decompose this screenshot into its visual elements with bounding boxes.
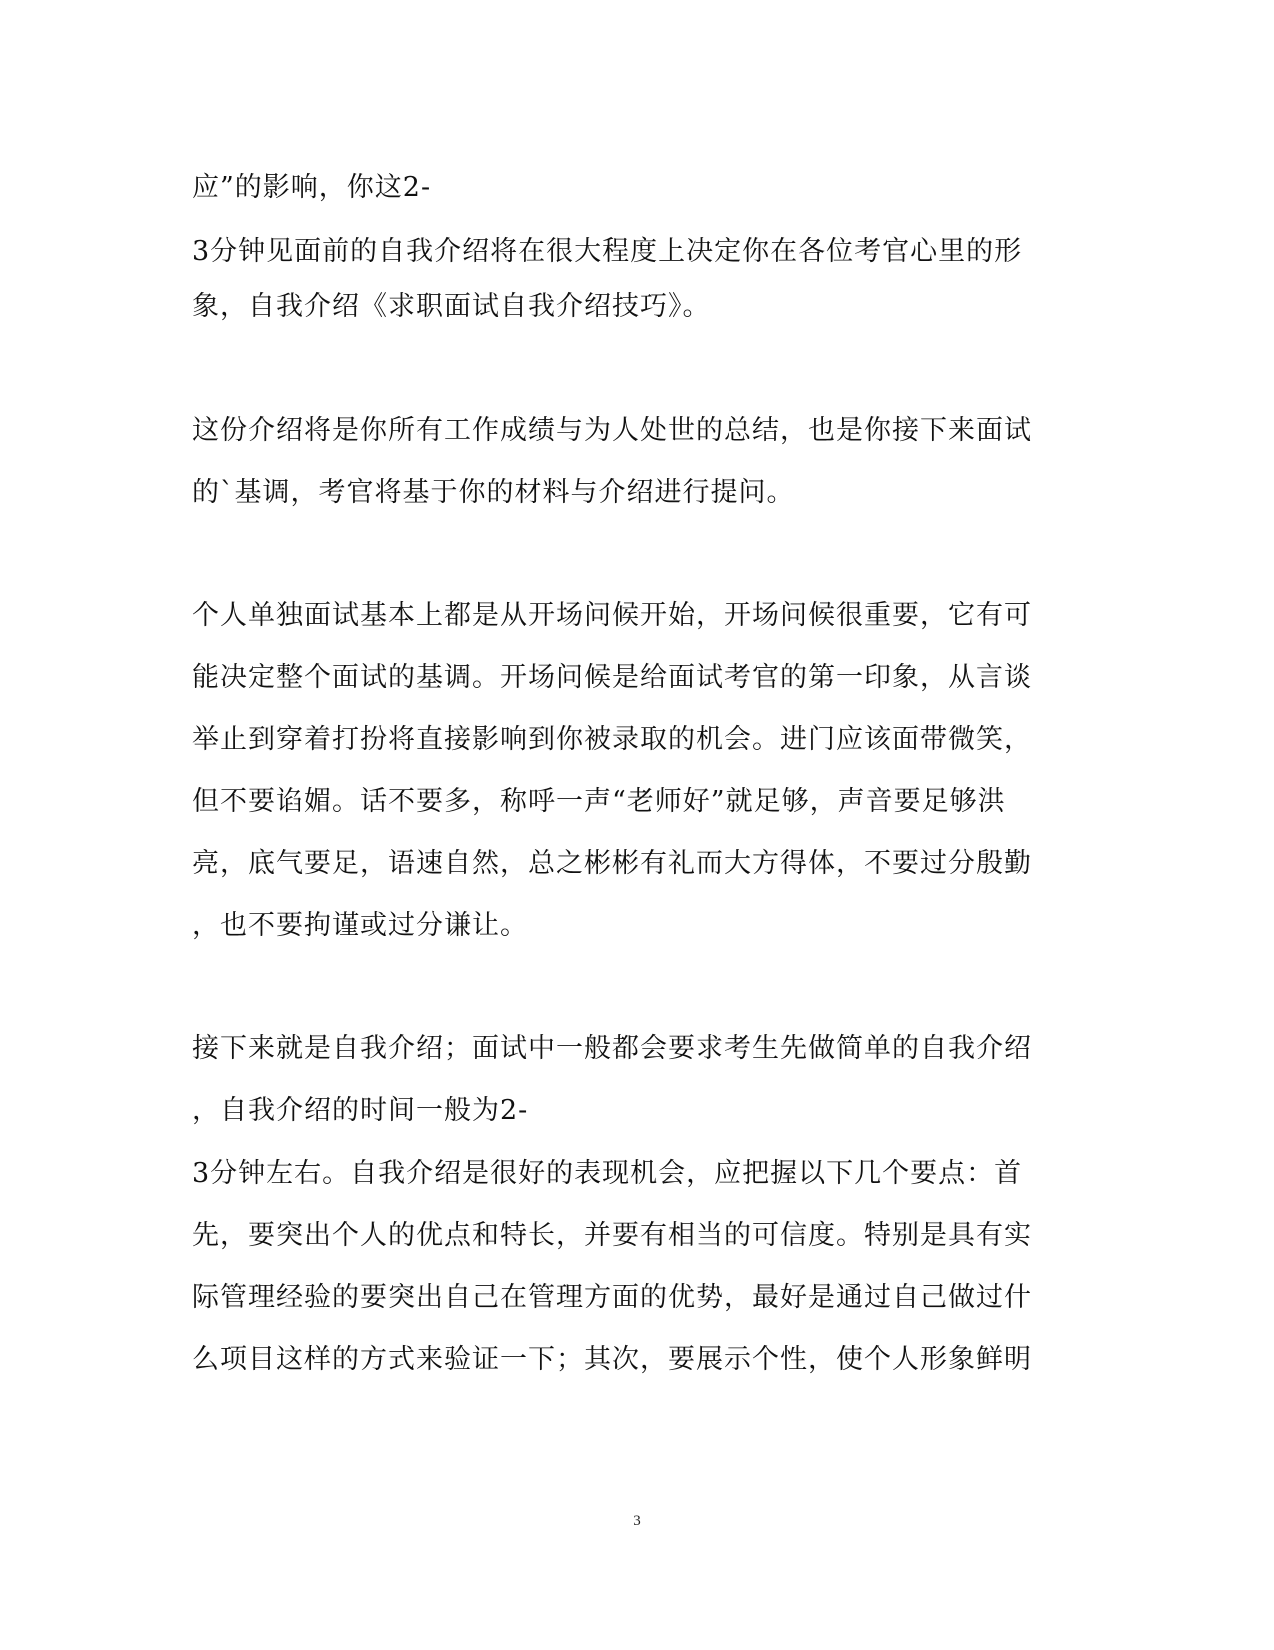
text-line: 际管理经验的要突出自己在管理方面的优势，最好是通过自己做过什 bbox=[192, 1282, 1032, 1313]
text-line: 先，要突出个人的优点和特长，并要有相当的可信度。特别是具有实 bbox=[192, 1220, 1032, 1251]
text-line: 应”的影响，你这2- bbox=[192, 172, 432, 203]
text-line: 亮，底气要足，语速自然，总之彬彬有礼而大方得体，不要过分殷勤 bbox=[192, 848, 1032, 879]
text-line: 么项目这样的方式来验证一下；其次，要展示个性，使个人形象鲜明 bbox=[192, 1344, 1032, 1375]
text-line: 但不要谄媚。话不要多，称呼一声“老师好”就足够，声音要足够洪 bbox=[192, 786, 1006, 817]
page-number: 3 bbox=[633, 1513, 641, 1529]
text-line: 象，自我介绍《求职面试自我介绍技巧》。 bbox=[192, 291, 711, 322]
text-line: 能决定整个面试的基调。开场问候是给面试考官的第一印象，从言谈 bbox=[192, 662, 1032, 693]
text-line: ，自我介绍的时间一般为2- bbox=[192, 1095, 529, 1126]
text-line: 接下来就是自我介绍；面试中一般都会要求考生先做简单的自我介绍 bbox=[192, 1033, 1032, 1064]
text-line: ，也不要拘谨或过分谦让。 bbox=[192, 910, 528, 941]
text-line: 3分钟见面前的自我介绍将在很大程度上决定你在各位考官心里的形 bbox=[192, 236, 1023, 267]
text-line: 举止到穿着打扮将直接影响到你被录取的机会。进门应该面带微笑， bbox=[192, 724, 1032, 755]
text-line: 3分钟左右。自我介绍是很好的表现机会，应把握以下几个要点：首 bbox=[192, 1158, 1023, 1189]
text-line: 的`基调，考官将基于你的材料与介绍进行提问。 bbox=[192, 477, 795, 508]
text-line: 个人单独面试基本上都是从开场问候开始，开场问候很重要，它有可 bbox=[192, 600, 1032, 631]
text-line: 这份介绍将是你所有工作成绩与为人处世的总结，也是你接下来面试 bbox=[192, 415, 1032, 446]
